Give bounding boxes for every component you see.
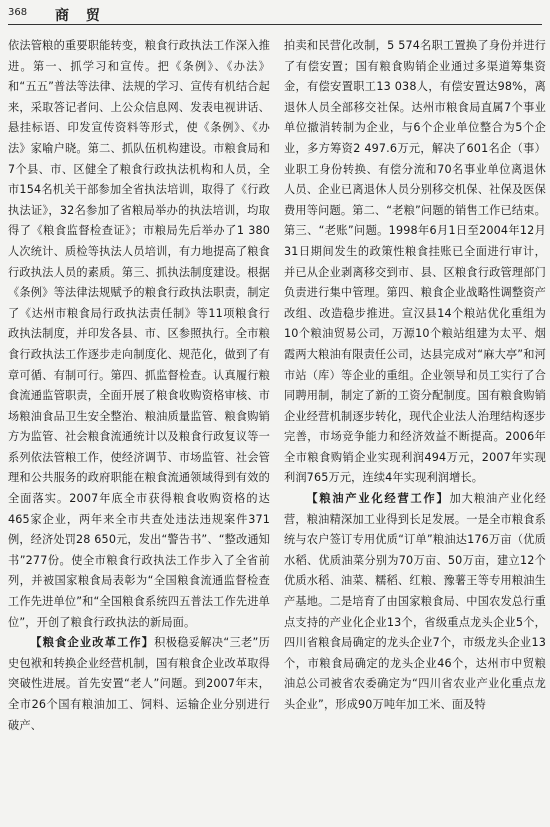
enterprise-reform-heading: 【粮食企业改革工作】 bbox=[30, 636, 155, 650]
right-paragraph-industrialization bbox=[284, 489, 546, 716]
right-text-column bbox=[284, 36, 546, 716]
right-paragraph-continued: 拍卖和民营化改制，5 574名职工置换了身份并进行了有偿安置；国有粮食购销企业通过多渠道筹集资金，有偿安置职工13 038人，有偿安置达98%，离退休人员全部移交社保。达州市粮食局直属7个事业单位撤消转制为企业，与6个企业单位整合为5个企业，多方筹资2 497.6万元，解决了601名企（事）业职工身份转换、有偿分流和70名事业单位离退休人员、企业已离退休人员分别移交机保、社保及医保费用等问题。第二、“老粮”问题的销售工作已结束。第三、“老账”问题。1998年6月1日至2004年12月31日期间发生的政策性粮食挂账已全面进行审计，并已从企业剥离移交到市、县、区粮食行政管理部门负责进行集中管理。第四、粮食企业战略性调整资产改组、改造稳步推进。宣汉县14个粮站优化重组为10个粮油贸易公司，万源10个粮站组建为太平、烟霞两大粮油有限责任公司，达县完成对“麻大亭”和河市站（库）等企业的重组。企业领导和员工实行了合同聘用制，制定了新的工资分配制度。国有粮食购销企业经营机制逐步转化，现代企业法人治理结构逐步完善，市场竞争能力和经济效益不断提高。2006年全市粮食购销企业实现利润494万元，2007年实现利润765万元，连续4年实现利润增长。 bbox=[284, 39, 546, 485]
page-header bbox=[0, 0, 550, 30]
industrialization-heading: 【粮油产业化经营工作】 bbox=[306, 492, 450, 506]
section-title: 商 贸 bbox=[55, 8, 106, 24]
left-paragraph-continued: 依法管粮的重要职能转变，粮食行政执法工作深入推进。第一、抓学习和宣传。把《条例》、《办法》和“五五”普法等法律、法规的学习、宣传有机结合起来，采取答记者问、上公众信息网、发表电视讲话、悬挂标语、印发宣传资料等形式，使《条例》、《办法》家喻户晓。第二、抓队伍机构建设。市粮食局和7个县、市、区健全了粮食行政执法机构和人员，全市154名机关干部参加全省执法培训，取得了《行政执法证》，32名参加了省粮局举办的执法培训，均取得了《粮食监督检查证》；市粮局先后举办了1 380人次统计、质检等执法人员培训，有力地提高了粮食行政执法人员的素质。第三、抓执法制度建设。根据《条例》等法律法规赋予的粮食行政执法职责，制定了《达州市粮食局行政执法责任制》等11项粮食行政执法制度，并印发各县、市、区参照执行。全市粮食行政执法工作逐步走向制度化、规范化，做到了有章可循、有制可行。第四、抓监督检查。认真履行粮食流通监管职责，全面开展了粮食收购资格审核、市场粮油食品卫生安全整治、粮油质量监管、粮食购销方为监管、社会粮食流通统计以及粮食行政复议等一系列依法管粮工作，使经济调节、市场监管、社会管理和公共服务的政府职能在粮食流通领域得到有效的全面落实。2007年底全市获得粮食收购资格的达465家企业，两年来全市共查处违法违规案件371例，经济处罚28 650元，发出“警告书”、“整改通知书”277份。使全市粮食行政执法工作步入了全省前列，并被国家粮食局表彰为“全国粮食流通监督检查工作先进单位”和“全国粮食系统四五普法工作先进单位”，开创了粮食行政执法的新局面。 bbox=[8, 39, 270, 629]
left-text-column bbox=[8, 36, 270, 736]
left-paragraph-enterprise-reform bbox=[8, 633, 270, 736]
enterprise-reform-body: 积极稳妥解决“三老”历史包袱和转换企业经营机制，国有粮食企业改革取得突破性进展。首先安置“老人”问题。到2007年末，全市26个国有粮油加工、饲料、运输企业分别进行破产、 bbox=[8, 636, 270, 732]
page-number: 368 bbox=[8, 7, 28, 18]
header-divider bbox=[8, 24, 542, 25]
industrialization-body: 加大粮油产业化经营，粮油精深加工业得到长足发展。一是全市粮食系统与农户签订专用优质“订单”粮油达176万亩（优质水稻、优质油菜分别为70万亩、50万亩，建立12个优质水稻、油菜、糯稻、红粮、豫薯王等专用粮油生产基地。二是培育了由国家粮食局、中国农发总行重点支持的产业化企业13个，省级重点龙头企业5个，四川省粮食局确定的龙头企业7个，市级龙头企业13个，市粮食局确定的龙头企业46个，达州市中贸粮油总公司被省农委确定为“四川省农业产业化重点龙头企业”，形成90万吨年加工米、面及特 bbox=[284, 492, 546, 711]
